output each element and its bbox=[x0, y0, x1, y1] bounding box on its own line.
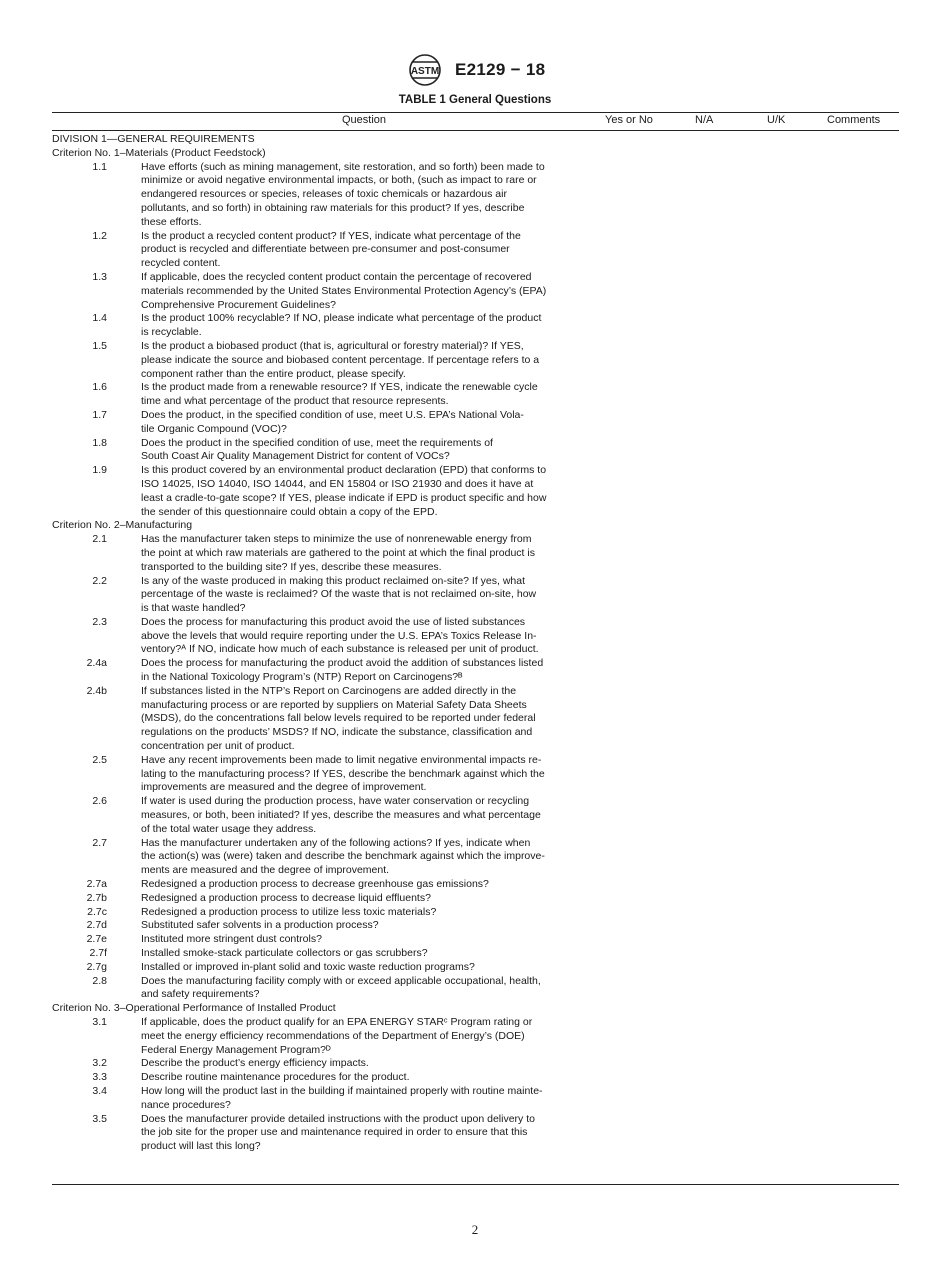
question-number: 2.4b bbox=[86, 684, 107, 697]
table-row bbox=[52, 685, 899, 754]
question-text: Does the manufacturing facility comply with or exceed applicable occupational, health, and safety requirements? bbox=[141, 974, 541, 1001]
question-text: Describe the product’s energy efficiency impacts. bbox=[141, 1057, 369, 1070]
question-text: Describe routine maintenance procedures for the product. bbox=[141, 1071, 410, 1084]
question-number: 2.7g bbox=[86, 960, 107, 973]
question-text: Does the process for manufacturing this product avoid the use of listed substances above the levels that would require reporting under the U.S. EPA’s Toxics Release In- ventory?ᴬ If NO, indicate how much of each substance is released per unit of product. bbox=[141, 615, 539, 656]
question-text: Redesigned a production process to decrease liquid effluents? bbox=[141, 891, 431, 904]
question-number: 2.7f bbox=[89, 947, 107, 960]
division-heading: DIVISION 1—GENERAL REQUIREMENTS bbox=[52, 133, 255, 145]
question-number: 2.5 bbox=[92, 753, 107, 766]
table-row bbox=[52, 437, 899, 465]
table-header-rule bbox=[52, 130, 899, 131]
page-header bbox=[0, 53, 950, 87]
table-row bbox=[52, 1113, 899, 1154]
question-text: Is any of the waste produced in making this product reclaimed on-site? If yes, what percentage of the waste is reclaimed? Of the waste that is not reclaimed on-site, how is that waste handled? bbox=[141, 574, 537, 615]
question-number: 2.2 bbox=[92, 574, 107, 587]
criterion-heading: Criterion No. 1–Materials (Product Feedstock) bbox=[52, 146, 266, 159]
question-text: Is the product made from a renewable resource? If YES, indicate the renewable cycle time and what percentage of the product that resource represents. bbox=[141, 381, 538, 408]
table-row bbox=[52, 837, 899, 878]
question-text: Substituted safer solvents in a production process? bbox=[141, 919, 379, 932]
table-body bbox=[52, 133, 899, 1154]
table-row bbox=[52, 230, 899, 271]
table-row bbox=[52, 340, 899, 381]
question-number: 1.6 bbox=[92, 381, 107, 394]
question-text: Is this product covered by an environmental product declaration (EPD) that conforms to ISO 14025, ISO 14040, ISO 14044, and EN 15804 or ISO 21930 and does it have at least a cradle-to-gate scope? If YES, please indicate if EPD is product specific and how the sender of this questionnaire could obtain a copy of the EPD. bbox=[141, 464, 547, 518]
table-row bbox=[52, 657, 899, 685]
column-header-na: N/A bbox=[695, 114, 714, 126]
table-row bbox=[52, 381, 899, 409]
question-number: 1.4 bbox=[92, 312, 107, 325]
question-number: 1.5 bbox=[92, 339, 107, 352]
column-header-uk: U/K bbox=[767, 114, 786, 126]
question-number: 3.4 bbox=[92, 1084, 107, 1097]
question-number: 2.1 bbox=[92, 533, 107, 546]
question-text: Redesigned a production process to utilize less toxic materials? bbox=[141, 905, 437, 918]
table-row bbox=[52, 975, 899, 1003]
question-text: Has the manufacturer taken steps to minimize the use of nonrenewable energy from the point at which raw materials are gathered to the point at which the final product is transported to the building site? If yes, describe these measures. bbox=[141, 533, 535, 573]
table-row bbox=[52, 878, 899, 892]
question-number: 2.7c bbox=[87, 905, 107, 918]
table-title: TABLE 1 General Questions bbox=[398, 94, 552, 106]
table-row bbox=[52, 919, 899, 933]
svg-text:ASTM: ASTM bbox=[410, 66, 439, 77]
column-header-comments: Comments bbox=[827, 114, 881, 126]
question-number: 2.7 bbox=[92, 836, 107, 849]
question-text: Is the product a recycled content product? If YES, indicate what percentage of the product is recycled and differentiate between pre-consumer and post-consumer recycled content. bbox=[141, 229, 521, 270]
table-row bbox=[52, 1071, 899, 1085]
question-number: 3.3 bbox=[92, 1071, 107, 1084]
question-number: 2.6 bbox=[92, 795, 107, 808]
column-header-question: Question bbox=[342, 114, 387, 126]
table-bottom-rule bbox=[52, 1184, 899, 1185]
question-text: Installed smoke-stack particulate collectors or gas scrubbers? bbox=[141, 947, 428, 960]
question-text: Is the product a biobased product (that is, agricultural or forestry material)? If YES, please indicate the source and biobased content percentage. If percentage refers to a component rather than the entire product, please specify. bbox=[141, 339, 540, 380]
question-text: Installed or improved in-plant solid and toxic waste reduction programs? bbox=[141, 960, 475, 973]
question-number: 2.7a bbox=[86, 878, 107, 891]
question-text: How long will the product last in the building if maintained properly with routine mainte- nance procedures? bbox=[141, 1084, 543, 1111]
table-row bbox=[52, 1016, 899, 1057]
question-text: Have efforts (such as mining management, site restoration, and so forth) been made to minimize or avoid negative environmental impacts, or both, (such as impact to rare or endangered resources or species, releases of toxic chemicals or hazardous air pollutants, and so forth) in obtaining raw materials for this product? If yes, describe these efforts. bbox=[141, 160, 545, 228]
question-number: 2.7b bbox=[86, 891, 107, 904]
question-number: 2.3 bbox=[92, 615, 107, 628]
criterion-heading: Criterion No. 3–Operational Performance of Installed Product bbox=[52, 1002, 336, 1015]
question-text: Instituted more stringent dust controls? bbox=[141, 933, 322, 946]
question-text: Is the product 100% recyclable? If NO, please indicate what percentage of the product is recyclable. bbox=[141, 312, 542, 339]
question-text: Redesigned a production process to decrease greenhouse gas emissions? bbox=[141, 878, 489, 891]
question-number: 3.1 bbox=[92, 1016, 107, 1028]
table-row bbox=[52, 906, 899, 920]
question-text: Has the manufacturer undertaken any of the following actions? If yes, indicate when the action(s) was (were) taken and describe the benchmark against which the improve- ments are measured and the degree of improvement. bbox=[141, 836, 545, 877]
question-number: 2.8 bbox=[92, 974, 107, 987]
question-number: 2.7e bbox=[86, 933, 107, 946]
table-row bbox=[52, 933, 899, 947]
table-row bbox=[52, 409, 899, 437]
question-text: Does the product, in the specified condition of use, meet U.S. EPA’s National Vola- tile Organic Compound (VOC)? bbox=[141, 408, 524, 435]
question-number: 1.8 bbox=[92, 436, 107, 449]
table-row bbox=[52, 1085, 899, 1113]
table-row bbox=[52, 754, 899, 795]
document-id: E2129 − 18 bbox=[455, 60, 546, 79]
table-top-rule bbox=[52, 112, 899, 113]
question-number: 1.2 bbox=[92, 229, 107, 242]
question-number: 1.3 bbox=[92, 270, 107, 283]
table-row bbox=[52, 464, 899, 519]
page-number: 2 bbox=[471, 1222, 479, 1237]
column-header-yes-no: Yes or No bbox=[605, 114, 653, 126]
question-text: Have any recent improvements been made to limit negative environmental impacts re- lating to the manufacturing process? If YES, describe the benchmark against which the improvements are measured and the degree of improvement. bbox=[141, 753, 545, 794]
table-row bbox=[52, 271, 899, 312]
question-text: If substances listed in the NTP’s Report on Carcinogens are added directly in the manufacturing process or are reported by suppliers on Material Safety Data Sheets (MSDS), do the concentrations fall below levels required to be reported under federal regulations on the products’ MSDS? If NO, indicate the substance, classification and concentration per unit of product. bbox=[141, 684, 536, 753]
question-number: 2.7d bbox=[86, 919, 107, 932]
table-row bbox=[52, 161, 899, 230]
table-row bbox=[52, 795, 899, 836]
table-row bbox=[52, 575, 899, 616]
table-row bbox=[52, 1057, 899, 1071]
table-row bbox=[52, 892, 899, 906]
question-number: 1.1 bbox=[92, 160, 107, 173]
question-text: Does the product in the specified condition of use, meet the requirements of South Coast Air Quality Management District for content of VOCs? bbox=[141, 436, 493, 463]
question-text: If applicable, does the product qualify for an EPA ENERGY STARᶜ Program rating or meet the energy efficiency recommendations of the Department of Energy’s (DOE) Federal Energy Management Program?ᴰ bbox=[141, 1016, 533, 1056]
table-row bbox=[52, 616, 899, 657]
question-number: 3.5 bbox=[92, 1112, 107, 1125]
question-text: If applicable, does the recycled content product contain the percentage of recovered materials recommended by the United States Environmental Protection Agency’s (EPA) Comprehensive Procurement Guidelines? bbox=[141, 270, 547, 311]
question-text: Does the manufacturer provide detailed instructions with the product upon delivery to the job site for the proper use and maintenance required in order to ensure that this product will last this long? bbox=[141, 1112, 535, 1153]
question-number: 3.2 bbox=[92, 1057, 107, 1070]
table-row bbox=[52, 947, 899, 961]
question-number: 1.7 bbox=[92, 408, 107, 421]
astm-logo-icon bbox=[405, 53, 445, 87]
question-number: 2.4a bbox=[86, 657, 107, 670]
question-text: Does the process for manufacturing the product avoid the addition of substances listed in the National Toxicology Program’s (NTP) Report on Carcinogens?ᴮ bbox=[141, 657, 544, 684]
question-number: 1.9 bbox=[92, 464, 107, 477]
question-text: If water is used during the production process, have water conservation or recycling measures, or both, been initiated? If yes, describe the measures and what percentage of the total water usage they address. bbox=[141, 795, 541, 835]
table-row bbox=[52, 533, 899, 574]
table-row bbox=[52, 961, 899, 975]
criterion-heading: Criterion No. 2–Manufacturing bbox=[52, 519, 193, 532]
table-row bbox=[52, 312, 899, 340]
